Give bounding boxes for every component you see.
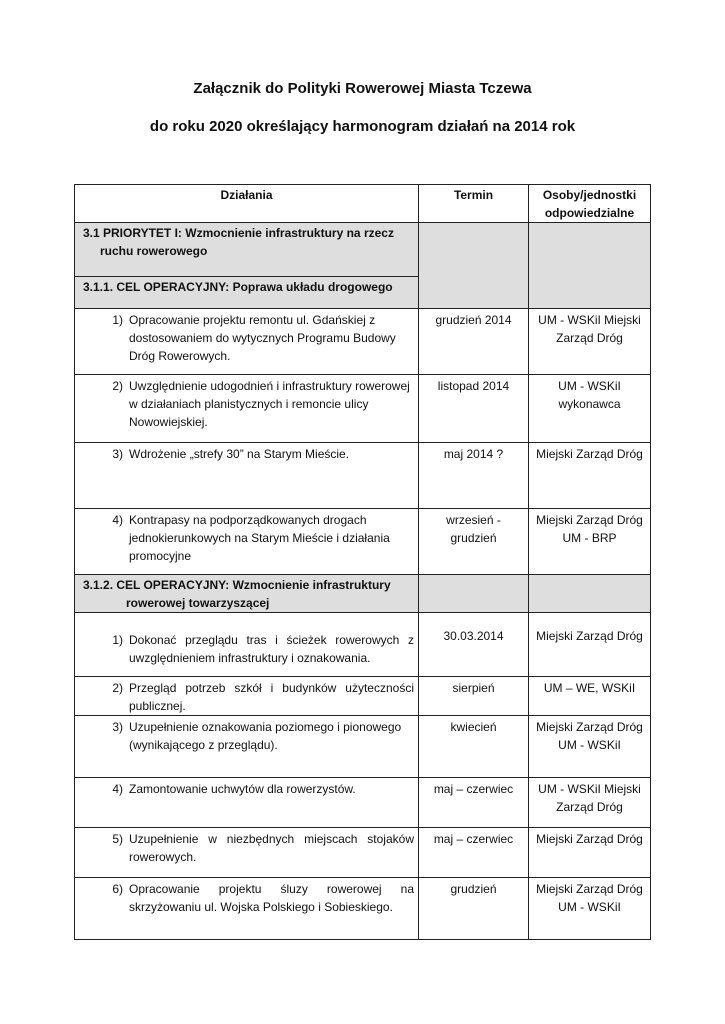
table-row [75, 509, 651, 575]
row-responsible: Miejski Zarząd Dróg [529, 613, 651, 677]
document-title-line-2: do roku 2020 określający harmonogram działań na 2014 rok [149, 118, 576, 135]
objective-2-resp-cell [529, 575, 651, 613]
row-number: 6) [112, 882, 123, 896]
row-number: 1) [112, 633, 123, 647]
row-number: 2) [112, 379, 123, 393]
row-number: 4) [112, 513, 123, 527]
row-action: Opracowanie projektu remontu ul. Gdańskiej z dostosowaniem do wytycznych Programu Budowy Dróg Rowerowych. [129, 313, 396, 363]
row-term: maj – czerwiec [419, 778, 529, 828]
objective-2-heading [75, 575, 419, 613]
row-term: kwiecień [419, 716, 529, 778]
table-row [75, 443, 651, 509]
row-responsible: UM – WE, WSKiI [529, 677, 651, 716]
row-term: grudzień 2014 [419, 309, 529, 375]
row-term: listopad 2014 [419, 375, 529, 443]
row-term: sierpień [419, 677, 529, 716]
row-responsible: UM - WSKiI wykonawca [529, 375, 651, 443]
objective-2-row [75, 575, 651, 613]
priority-heading [75, 223, 419, 277]
row-term: grudzień [419, 878, 529, 940]
schedule-table [74, 184, 651, 940]
row-action: Kontrapasy na podporządkowanych drogach jednokierunkowych na Starym Mieście i działania promocyjne [129, 513, 390, 563]
row-action: Zamontowanie uchwytów dla rowerzystów. [129, 782, 356, 796]
row-action: Opracowanie projektu śluzy rowerowej na skrzyżowaniu ul. Wojska Polskiego i Sobieskiego. [129, 882, 414, 914]
row-number: 3) [112, 447, 123, 461]
row-action: Dokonać przeglądu tras i ścieżek rowerowych z uwzględnieniem infrastruktury i oznakowania. [129, 633, 414, 665]
row-action: Uzupełnienie oznakowania poziomego i pionowego (wynikającego z przeglądu). [129, 720, 402, 752]
row-responsible: Miejski Zarząd Dróg [529, 828, 651, 878]
header-responsible: Osoby/jednostki odpowiedzialne [529, 185, 651, 223]
objective-2-term-cell [419, 575, 529, 613]
row-responsible: Miejski Zarząd Dróg UM - BRP [529, 509, 651, 575]
table-row [75, 716, 651, 778]
row-responsible: UM - WSKiI Miejski Zarząd Dróg [529, 309, 651, 375]
table-row [75, 613, 651, 677]
row-term: maj – czerwiec [419, 828, 529, 878]
row-action: Przegląd potrzeb szkół i budynków użyteczności publicznej. [129, 681, 414, 713]
objective-2-text: 3.1.2. CEL OPERACYJNY: Wzmocnienie infrastruktury rowerowej towarzyszącej [83, 578, 391, 610]
row-number: 3) [112, 720, 123, 734]
row-term: wrzesień - grudzień [419, 509, 529, 575]
table-row [75, 309, 651, 375]
row-action: Uwzględnienie udogodnień i infrastruktury rowerowej w działaniach planistycznych i remoncie ulicy Nowowiejskiej. [129, 379, 410, 429]
priority-row [75, 223, 651, 277]
table-row [75, 878, 651, 940]
table-row [75, 375, 651, 443]
header-term: Termin [419, 185, 529, 223]
header-row [75, 185, 651, 223]
priority-text: 3.1 PRIORYTET I: Wzmocnienie infrastruktury na rzecz ruchu rowerowego [83, 226, 394, 258]
row-number: 1) [112, 313, 123, 327]
row-term: maj 2014 ? [419, 443, 529, 509]
row-number: 4) [112, 782, 123, 796]
row-action: Wdrożenie „strefy 30” na Starym Mieście. [129, 447, 350, 461]
table-row [75, 828, 651, 878]
table-row [75, 778, 651, 828]
row-responsible: Miejski Zarząd Dróg UM - WSKiI [529, 878, 651, 940]
priority-term-cell [419, 223, 529, 309]
row-responsible: Miejski Zarząd Dróg [529, 443, 651, 509]
row-responsible: UM - WSKiI Miejski Zarząd Dróg [529, 778, 651, 828]
row-action: Uzupełnienie w niezbędnych miejscach stojaków rowerowych. [129, 832, 414, 864]
document-title-line-1: Załącznik do Polityki Rowerowej Miasta Tczewa [193, 80, 532, 97]
priority-resp-cell [529, 223, 651, 309]
row-number: 5) [112, 832, 123, 846]
table-row [75, 677, 651, 716]
row-number: 2) [112, 681, 123, 695]
row-term: 30.03.2014 [419, 613, 529, 677]
objective-1-heading: 3.1.1. CEL OPERACYJNY: Poprawa układu drogowego [75, 277, 419, 309]
header-actions: Działania [75, 185, 419, 223]
row-responsible: Miejski Zarząd Dróg UM - WSKiI [529, 716, 651, 778]
